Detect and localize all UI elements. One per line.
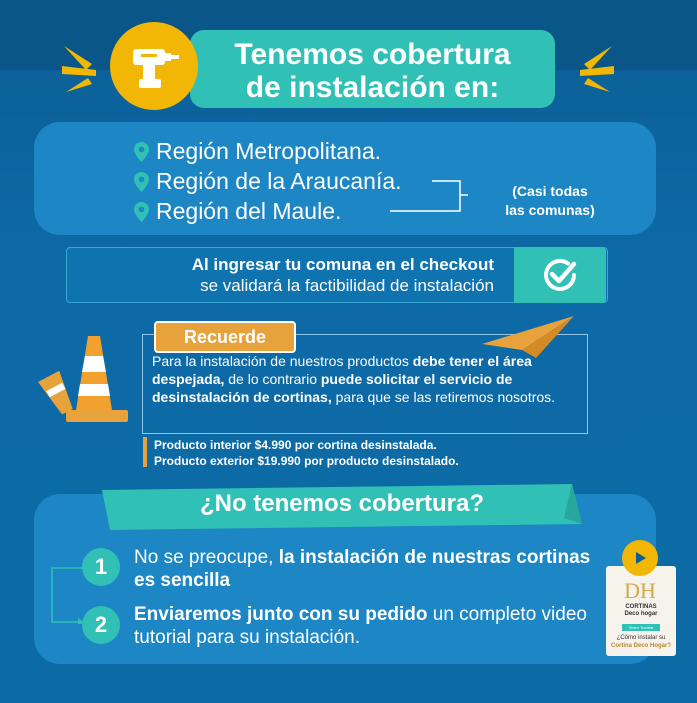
location-pin-icon bbox=[134, 172, 149, 192]
checkout-line-1: Al ingresar tu comuna en el checkout bbox=[191, 255, 494, 274]
coverage-note bbox=[490, 182, 610, 220]
reminder-tag: Recuerde bbox=[154, 321, 296, 353]
step-2-text bbox=[134, 603, 594, 649]
check-icon bbox=[540, 255, 580, 295]
no-coverage-title: ¿No tenemos cobertura? bbox=[199, 490, 485, 517]
page-title bbox=[190, 38, 555, 104]
bracket-connector bbox=[388, 175, 468, 217]
region-item bbox=[134, 168, 402, 195]
location-pin-icon bbox=[134, 142, 149, 162]
checkout-line-2: se validará la factibilidad de instalación bbox=[200, 276, 494, 295]
price-interior: Producto interior $4.990 por cortina desinstalada. bbox=[154, 438, 437, 452]
region-label: Región Metropolitana. bbox=[156, 138, 382, 164]
drill-icon bbox=[127, 39, 181, 93]
question-line-1: ¿Cómo instalar su bbox=[616, 635, 666, 641]
region-label: Región del Maule. bbox=[156, 198, 342, 224]
text-part-bold: puede solicitar el servicio de desinstalación de cortinas, bbox=[152, 371, 513, 405]
brand-logo: DH bbox=[624, 578, 656, 603]
video-tag: Video Tutorial bbox=[622, 624, 660, 631]
step-1-text bbox=[134, 546, 594, 592]
text-part-bold: Enviaremos junto con su pedido bbox=[134, 604, 428, 625]
text-part: de lo contrario bbox=[224, 371, 321, 387]
traffic-cone-icon bbox=[36, 334, 131, 426]
price-accent-bar bbox=[143, 437, 147, 467]
reminder-text bbox=[152, 352, 582, 406]
coverage-note-line-1: (Casi todas bbox=[512, 183, 588, 199]
text-part-bold: la instalación de nuestras cortinas es sencilla bbox=[134, 547, 591, 591]
brand-line-2: Deco hogar bbox=[624, 611, 658, 617]
sparkle-left-icon bbox=[62, 44, 106, 94]
video-question bbox=[606, 634, 676, 650]
step-connector bbox=[48, 566, 88, 624]
region-item bbox=[134, 138, 381, 165]
drill-badge bbox=[110, 22, 198, 110]
brand-line-1: CORTINAS bbox=[625, 604, 657, 610]
text-part: para que se las retiremos nosotros. bbox=[331, 389, 556, 405]
text-part: No se preocupe, bbox=[134, 547, 279, 568]
text-part: Para la instalación de nuestros productos bbox=[152, 353, 413, 369]
sparkle-right-icon bbox=[570, 44, 614, 94]
play-button[interactable] bbox=[622, 540, 658, 576]
title-line-2: de instalación en: bbox=[245, 71, 500, 104]
brand-name bbox=[606, 604, 676, 618]
step-number-1: 1 bbox=[82, 548, 120, 586]
region-item bbox=[134, 198, 341, 225]
play-icon bbox=[632, 550, 648, 566]
title-line-1: Tenemos cobertura bbox=[234, 38, 511, 71]
region-label: Región de la Araucanía. bbox=[156, 168, 402, 194]
price-exterior: Producto exterior $19.990 por producto desinstalado. bbox=[154, 454, 459, 468]
location-pin-icon bbox=[134, 202, 149, 222]
step-number-2: 2 bbox=[82, 606, 120, 644]
check-badge bbox=[514, 247, 606, 303]
text-part-bold: debe tener el área despejada, bbox=[152, 353, 532, 387]
text-part: un completo video tutorial para su instalación. bbox=[134, 604, 587, 648]
question-line-2: Cortina Deco Hogar? bbox=[610, 643, 671, 649]
coverage-note-line-2: las comunas) bbox=[505, 202, 595, 218]
